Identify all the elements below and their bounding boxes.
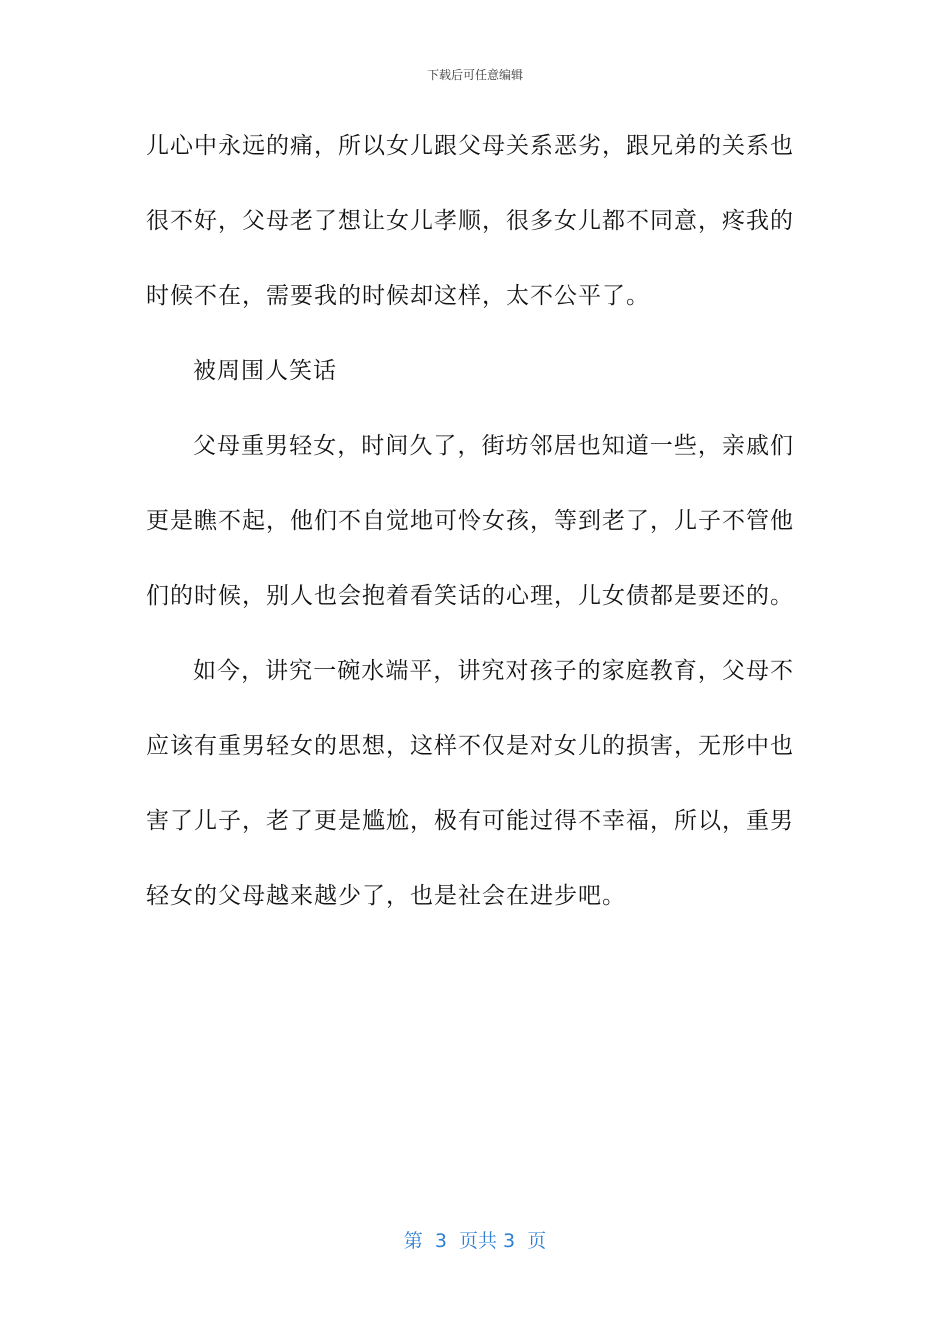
document-body xyxy=(146,118,794,943)
paragraph-line: 父母重男轻女，时间久了，街坊邻居也知道一些，亲戚们 xyxy=(193,433,794,459)
paragraph-line: 轻女的父母越来越少了，也是社会在进步吧。 xyxy=(146,883,626,909)
paragraph-line: 们的时候，别人也会抱着看笑话的心理，儿女债都是要还的。 xyxy=(146,583,794,609)
page-header: 下载后可任意编辑 xyxy=(426,68,523,82)
paragraph-line: 如今，讲究一碗水端平，讲究对孩子的家庭教育，父母不 xyxy=(193,658,794,684)
paragraph-line: 很不好，父母老了想让女儿孝顺，很多女儿都不同意，疼我的 xyxy=(146,208,794,234)
section-heading: 被周围人笑话 xyxy=(193,358,337,384)
paragraph-line: 儿心中永远的痛，所以女儿跟父母关系恶劣，跟兄弟的关系也 xyxy=(146,133,794,159)
paragraph-line: 更是瞧不起，他们不自觉地可怜女孩，等到老了，儿子不管他 xyxy=(146,508,794,534)
paragraph-line: 应该有重男轻女的思想，这样不仅是对女儿的损害，无形中也 xyxy=(146,733,794,759)
paragraph-line: 害了儿子，老了更是尴尬，极有可能过得不幸福，所以，重男 xyxy=(146,808,794,834)
paragraph-line: 时候不在，需要我的时候却这样，太不公平了。 xyxy=(146,283,650,309)
page-number: 第 3 页共 3 页 xyxy=(403,1230,547,1252)
